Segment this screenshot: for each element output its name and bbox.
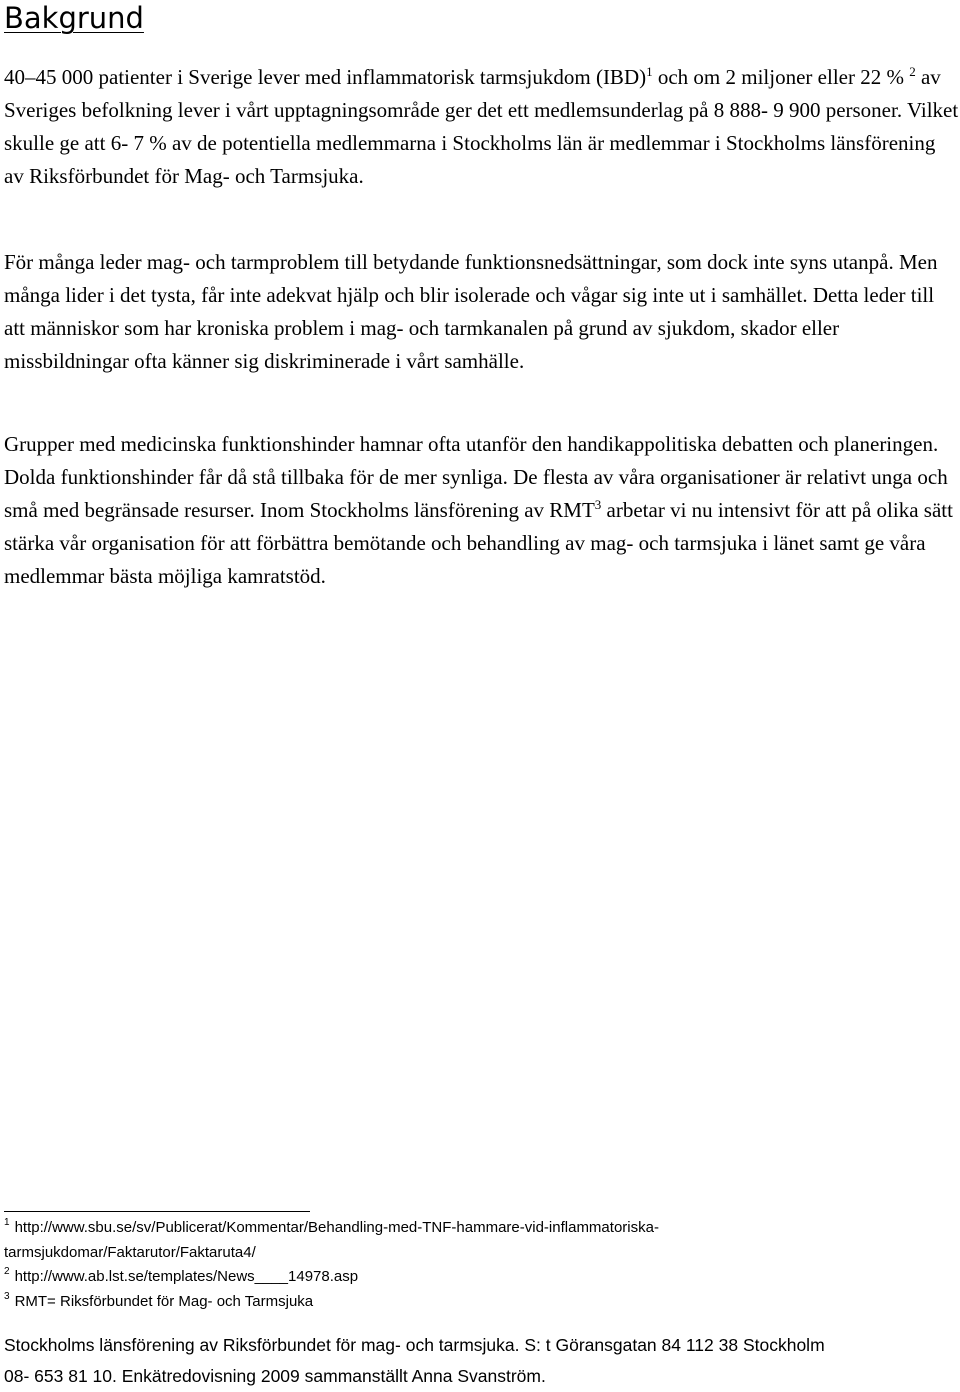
footnote-link[interactable]: http://www.sbu.se/sv/Publicerat/Kommentar/Behandling-med-TNF-hammare-vid-inflammatoriska- [14,1219,659,1236]
paragraph-functional-impairment: För många leder mag- och tarmproblem till betydande funktionsnedsättningar, som dock inte syns utanpå. Men många lider i det tysta, får inte adekvat hjälp och blir isolerade och vågar sig inte ut i samhället. Detta leder till att människor som har kroniska problem i mag- och tarmkanalen på grund av sjukdom, skador eller missbildningar ofta känner sig diskriminerade i vårt samhälle. [4,250,938,373]
footnote-number: 1 [4,1217,10,1228]
paragraph-text: Grupper med medicinska funktionshinder hamnar ofta utanför den handikappolitiska debatten och planeringen. Dolda funktionshinder får då stå tillbaka för de mer synliga. De flesta av våra organisationer är relativt unga och små med begränsade resurser. Inom Stockholms länsförening av RMT [4,432,948,522]
paragraph-text: och om 2 miljoner eller 22 % [652,65,910,89]
footnote-3 [4,1290,960,1315]
paragraph-background-statistics [4,61,960,193]
page-title: Bakgrund [4,1,144,35]
footer-contact: 08- 653 81 10. Enkätredovisning 2009 sammanställt Anna Svanström. [4,1366,546,1386]
footnote-separator [4,1211,310,1212]
footnote-1-continued[interactable]: tarmsjukdomar/Faktarutor/Faktaruta4/ [4,1243,256,1261]
footnote-number: 2 [4,1266,10,1277]
footnote-reference[interactable]: 2 [909,64,916,79]
footnote-reference[interactable]: 1 [646,64,653,79]
paragraph-text: av Sveriges befolkning lever i vårt upptagningsområde ger det ett medlemsunderlag på 8 888- 9 900 personer. Vilket skulle ge att 6- 7 % av de potentiella medlemmarna i Stockholms län är medlemmar i Stockholms länsförening av Riksförbundet för Mag- och Tarmsjuka. [4,65,959,188]
footnote-reference[interactable]: 3 [594,497,602,512]
footnote-1 [4,1216,960,1241]
paragraph-text: 40–45 000 patienter i Sverige lever med inflammatorisk tarmsjukdom (IBD) [4,65,647,89]
footnote-number: 3 [4,1290,10,1302]
page-footer [4,1330,960,1392]
paragraph-organisation [4,428,960,593]
footer-address: Stockholms länsförening av Riksförbundet för mag- och tarmsjuka. S: t Göransgatan 84 112 38 Stockholm [4,1335,825,1355]
footnote-2 [4,1265,960,1290]
paragraph-text: arbetar vi nu intensivt för att på olika sätt stärka vår organisation för att förbättra bemötande och behandling av mag- och tarmsjuka i länet samt ge våra medlemmar bästa möjliga kamratstöd. [4,498,953,588]
footnote-link[interactable]: http://www.ab.lst.se/templates/News____14978.asp [14,1268,359,1285]
footnotes [4,1216,960,1314]
footnote-text: RMT= Riksförbundet för Mag- och Tarmsjuka [14,1292,314,1310]
